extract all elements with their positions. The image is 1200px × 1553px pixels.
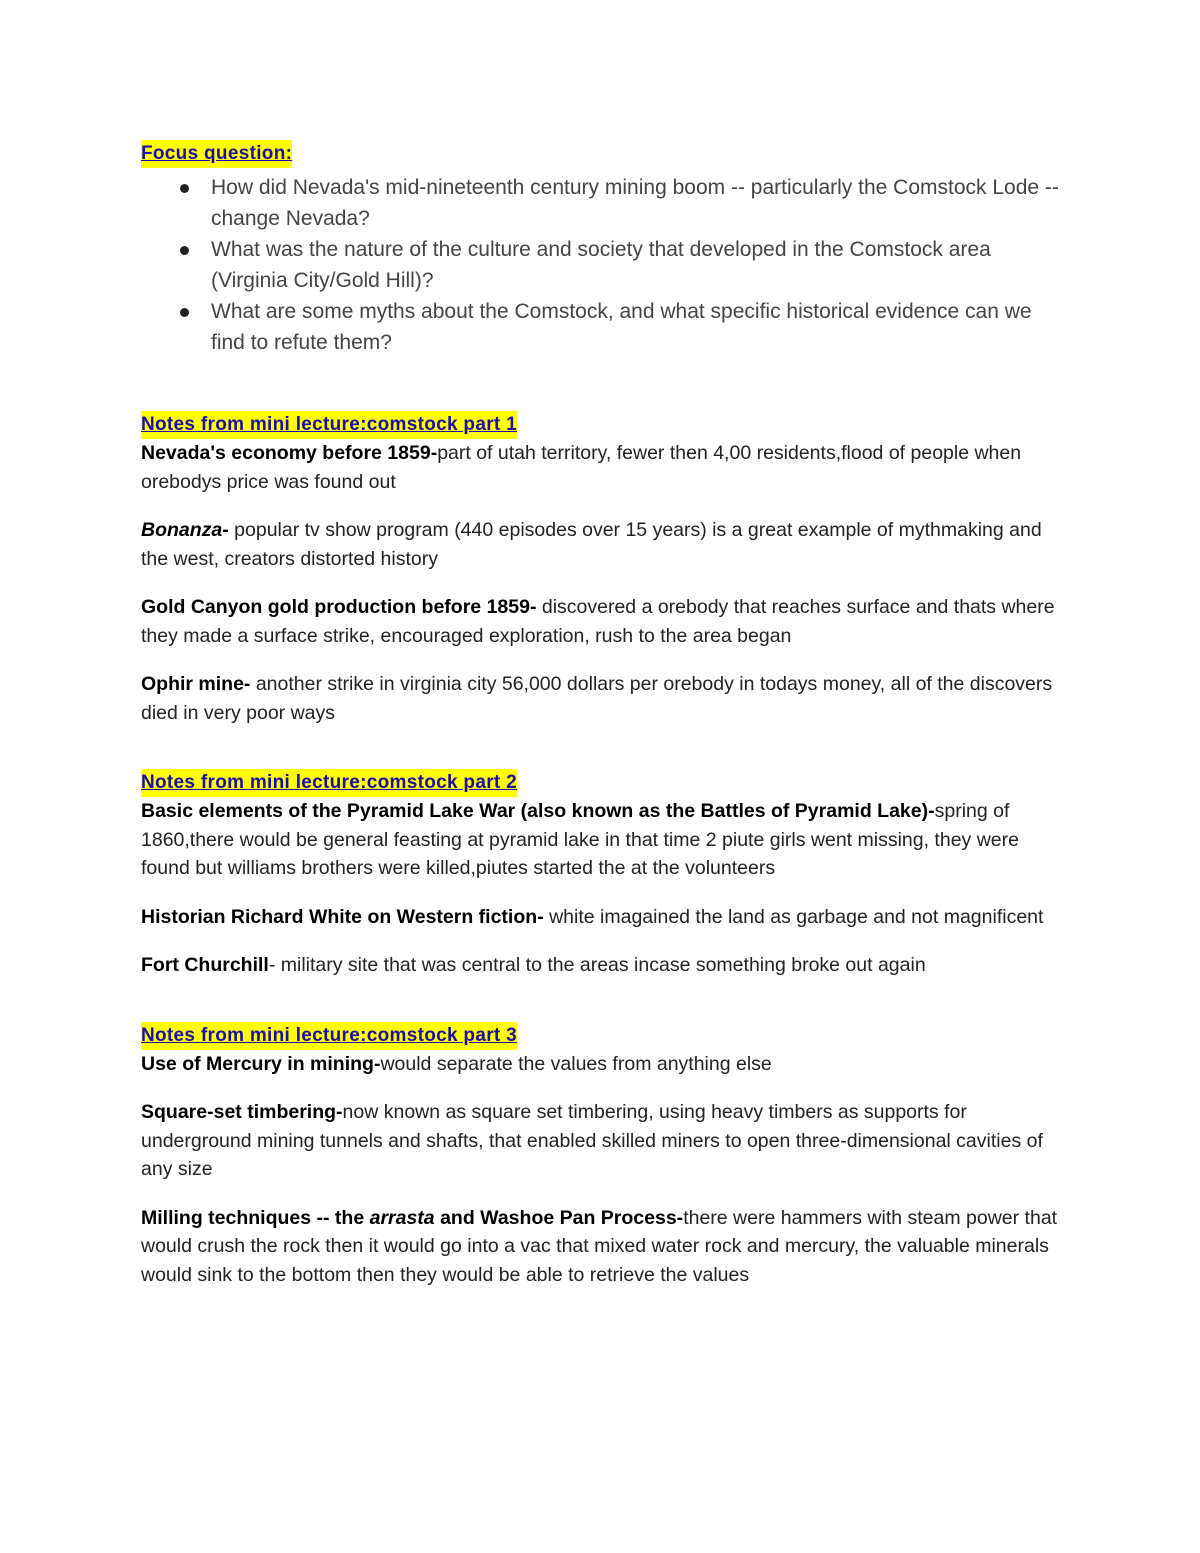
entry-term: Basic elements of the Pyramid Lake War (also known as the Battles of Pyramid Lake)-	[141, 800, 935, 822]
focus-question-text: What are some myths about the Comstock, and what specific historical evidence can we find to refute them?	[211, 300, 1032, 354]
part1-entry	[141, 670, 1071, 727]
entry-term: Fort Churchill	[141, 954, 269, 976]
entry-term	[141, 1207, 683, 1229]
part2-section	[141, 769, 1071, 980]
part3-section	[141, 1022, 1071, 1290]
focus-question-item	[141, 296, 1071, 358]
bullet-icon	[180, 308, 189, 317]
entry-text: popular tv show program (440 episodes over 15 years) is a great example of mythmaking and the west, creators distorted history	[141, 519, 1042, 570]
entry-term: Gold Canyon gold production before 1859-	[141, 596, 537, 618]
part3-entry	[141, 1204, 1071, 1290]
focus-question-item	[141, 172, 1071, 234]
entry-text: - military site that was central to the areas incase something broke out again	[268, 954, 926, 976]
bullet-icon	[180, 246, 189, 255]
entry-term: Nevada's economy before 1859-	[141, 442, 438, 464]
focus-question-text: How did Nevada's mid-nineteenth century mining boom -- particularly the Comstock Lode -- change Nevada?	[211, 176, 1059, 230]
part3-entry	[141, 1050, 1071, 1079]
entry-term-italic: arrasta	[369, 1206, 435, 1229]
entry-text: spring of 1860,there would be general feasting at pyramid lake in that time 2 piute girls went missing, they were found but williams brothers were killed,piutes started the at the volunteers	[141, 800, 1019, 879]
focus-section	[141, 140, 1071, 358]
focus-question-text: What was the nature of the culture and society that developed in the Comstock area (Virginia City/Gold Hill)?	[211, 238, 991, 292]
entry-term-pre: Milling techniques -- the	[141, 1206, 370, 1229]
part1-entry	[141, 593, 1071, 650]
part2-entry	[141, 903, 1071, 932]
entry-term	[141, 519, 229, 541]
part1-entry	[141, 516, 1071, 573]
entry-term-post: and Washoe Pan Process-	[434, 1206, 684, 1229]
entry-text: would separate the values from anything else	[380, 1052, 772, 1075]
part3-heading: Notes from mini lecture:comstock part 3	[141, 1022, 517, 1050]
part2-entry	[141, 951, 1071, 980]
entry-term: Ophir mine-	[141, 673, 251, 695]
entry-text: part of utah territory, fewer then 4,00 residents,flood of people when orebodys price was found out	[141, 442, 1022, 493]
entry-term: Square-set timbering-	[141, 1101, 343, 1123]
entry-term-italic: Bonanza-	[141, 519, 229, 541]
document-body	[141, 140, 1071, 1309]
part1-entry	[141, 439, 1071, 496]
entry-text: discovered a orebody that reaches surface and thats where they made a surface strike, encouraged exploration, rush to the area began	[141, 596, 1055, 647]
focus-heading: Focus question:	[141, 140, 292, 168]
part3-entry	[141, 1098, 1071, 1184]
entry-term: Historian Richard White on Western fiction-	[141, 905, 544, 928]
part1-section	[141, 411, 1071, 727]
focus-question-list	[141, 172, 1071, 358]
part1-heading: Notes from mini lecture:comstock part 1	[141, 411, 517, 439]
entry-text: another strike in virginia city 56,000 dollars per orebody in todays money, all of the discovers died in very poor ways	[141, 673, 1053, 724]
entry-text: there were hammers with steam power that would crush the rock then it would go into a vac that mixed water rock and mercury, the valuable minerals would sink to the bottom then they would be able to retrieve the values	[141, 1206, 1058, 1286]
part2-entry	[141, 797, 1071, 883]
bullet-icon	[180, 184, 189, 193]
part2-heading: Notes from mini lecture:comstock part 2	[141, 769, 517, 797]
entry-text: white imagained the land as garbage and not magnificent	[543, 905, 1044, 928]
entry-text: now known as square set timbering, using heavy timbers as supports for underground mining tunnels and shafts, that enabled skilled miners to open three-dimensional cavities of any size	[141, 1101, 1043, 1180]
entry-term: Use of Mercury in mining-	[141, 1052, 381, 1075]
focus-question-item	[141, 234, 1071, 296]
